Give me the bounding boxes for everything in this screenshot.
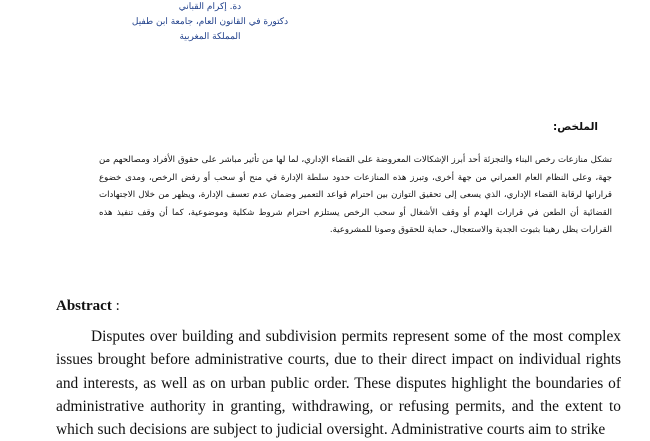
arabic-abstract-body bbox=[99, 152, 612, 240]
arabic-abstract-text: تشكل منازعات رخص البناء والتجزئة أحد أبرز الإشكالات المعروضة على القضاء الإداري، لما لها من تأثير مباشر على حقوق الأفراد ومصالحهم من جهة، وعلى النظام العام العمراني من جهة أخرى، وتبرز هذه المنازعات حدود سلطة الإدارة في منح أو سحب أو رفض الرخص، ومدى خضوع قراراتها لرقابة القضاء الإداري، الذي يسعى إلى تحقيق التوازن بين احترام قواعد التعمير وضمان عدم تعسف الإدارة، ويظهر من خلال الاجتهادات القضائية أن الطعن في قرارات الهدم أو وقف الأشغال أو سحب الرخص يستلزم احترام شروط شكلية وموضوعية، كما أن وقف تنفيذ هذه القرارات يظل رهينا بثبوت الجدية والاستعجال، حماية للحقوق وصونا للمشروعية. bbox=[99, 155, 612, 236]
author-block bbox=[120, 0, 300, 45]
author-title: دكتورة في القانون العام، جامعة ابن طفيل bbox=[131, 17, 289, 27]
english-abstract-text: Disputes over building and subdivision permits represent some of the most complex issues brought before administrative courts, due to their direct impact on individual rights and interests, as well as on urban public order. These disputes highlight the boundaries of administrative authority in granting, withdrawing, or refusing permits, and the extent to which such decisions are subject to judicial oversight. Administrative courts aim to strike bbox=[56, 328, 621, 439]
abstract-heading-label: Abstract bbox=[56, 298, 112, 314]
author-name: دة. إكرام القباني bbox=[178, 2, 242, 12]
abstract-heading-suffix: : bbox=[111, 298, 120, 314]
arabic-abstract-heading: الملخص: bbox=[553, 121, 598, 133]
author-country: المملكة المغربية bbox=[179, 32, 241, 42]
english-abstract-heading bbox=[56, 298, 120, 315]
english-abstract-body bbox=[56, 325, 621, 441]
